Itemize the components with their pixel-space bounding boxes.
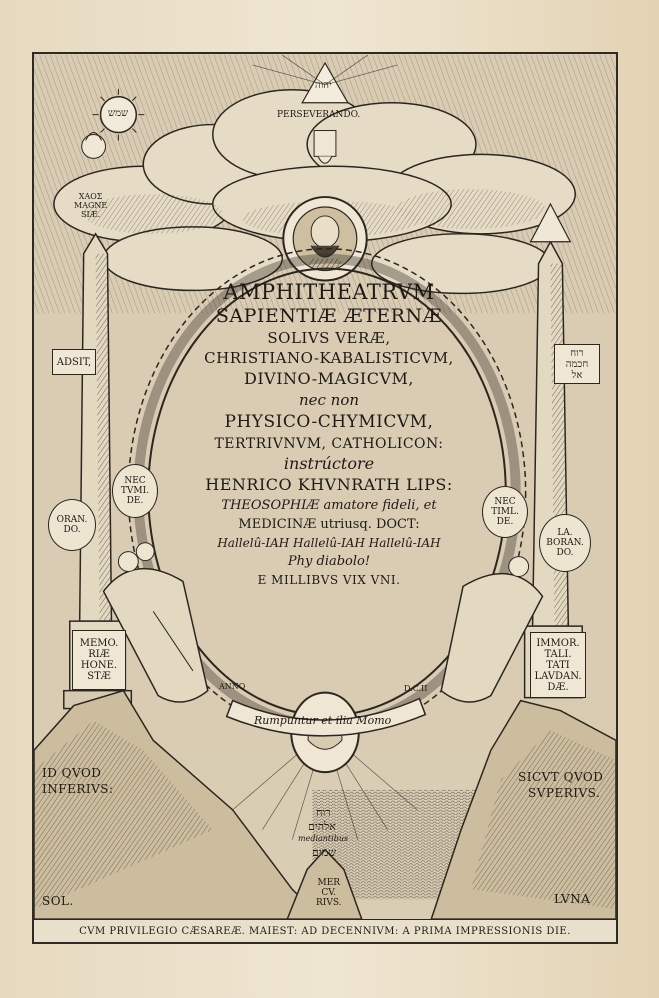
laborando-medal: LA. BORAN. DO. (539, 514, 591, 572)
title-line-2: SAPIENTIÆ ÆTERNÆ (215, 305, 443, 327)
title-line-3: SOLIVS VERÆ, (267, 329, 391, 347)
nectuml-medal: NEC TVMI. DE. (112, 464, 158, 518)
hebrew-spirit-box: רוח חכמה אל (554, 344, 600, 384)
privilege-band (34, 919, 616, 942)
sol-label: SOL. (42, 894, 74, 908)
adsit-box: ADSIT, (52, 349, 96, 375)
memoria-plaque: MEMO. RIÆ HONE. STÆ (72, 630, 126, 690)
nectiml-medal: NEC TIML. DE. (482, 486, 528, 538)
motto-right-2: SVPERIVS. (528, 786, 601, 800)
ribbon-year: D.C.II (404, 684, 428, 693)
motto-right-1: SICVT QVOD (518, 770, 604, 784)
mediantibus: mediantibus (298, 834, 349, 843)
persevering-motto: PERSEVERANDO. (277, 110, 361, 120)
ribbon-anno: ANNO (219, 682, 246, 691)
motto-left-1: ID QVOD (42, 766, 102, 780)
privilege-text: CVM PRIVILEGIO CÆSAREÆ. MAIEST: AD DECENNIVM: A PRIMA IMPRESSIONIS DIE. (79, 925, 571, 937)
hebrew-elohim: אלהים (308, 820, 336, 833)
title-line-13: Hallelû-IAH Hallelû-IAH Hallelû-IAH (217, 536, 441, 550)
title-line-4: CHRISTIANO-KABALISTICVM, (204, 349, 454, 367)
hebrew-shamayim: שמים (312, 846, 337, 859)
title-line-7: PHYSICO-CHYMICVM, (224, 412, 434, 432)
sun-hebrew: שמש (108, 108, 129, 119)
title-line-8: TERTRIVNVM, CATHOLICON: (214, 436, 444, 452)
motto-left-2: INFERIVS: (42, 782, 114, 796)
engraved-plate (32, 52, 618, 944)
luna-label: LVNA (554, 892, 591, 906)
title-line-5: DIVINO-MAGICVM, (244, 369, 414, 388)
immortali-plaque: IMMOR. TALI. TATI LAVDAN. DÆ. (530, 632, 586, 698)
title-line-11: THEOSOPHIÆ amatore fideli, et (221, 498, 437, 513)
title-block (164, 280, 494, 589)
chaos-label: ΧΑΟΣ MAGNE SIÆ. (74, 192, 108, 219)
title-line-6: nec non (298, 391, 360, 409)
title-line-12: MEDICINÆ utriusq. DOCT: (238, 517, 420, 532)
title-line-10: HENRICO KHVNRATH LIPS: (205, 475, 453, 494)
orando-medal: ORAN. DO. (48, 499, 96, 551)
title-line-14: Phy diabolo! (287, 554, 371, 569)
hebrew-ruach: רוח (316, 806, 331, 819)
title-line-15: E MILLIBVS VIX VNI. (257, 573, 401, 587)
ribbon-motto: Rumpuntur et ilia Momo (254, 714, 392, 727)
title-line-1: AMPHITHEATRVM (223, 280, 435, 304)
title-line-9: instrúctore (283, 454, 375, 473)
mercurius-label: MER CV. RIVS. (316, 878, 342, 908)
divine-name: יהוה (315, 80, 332, 91)
